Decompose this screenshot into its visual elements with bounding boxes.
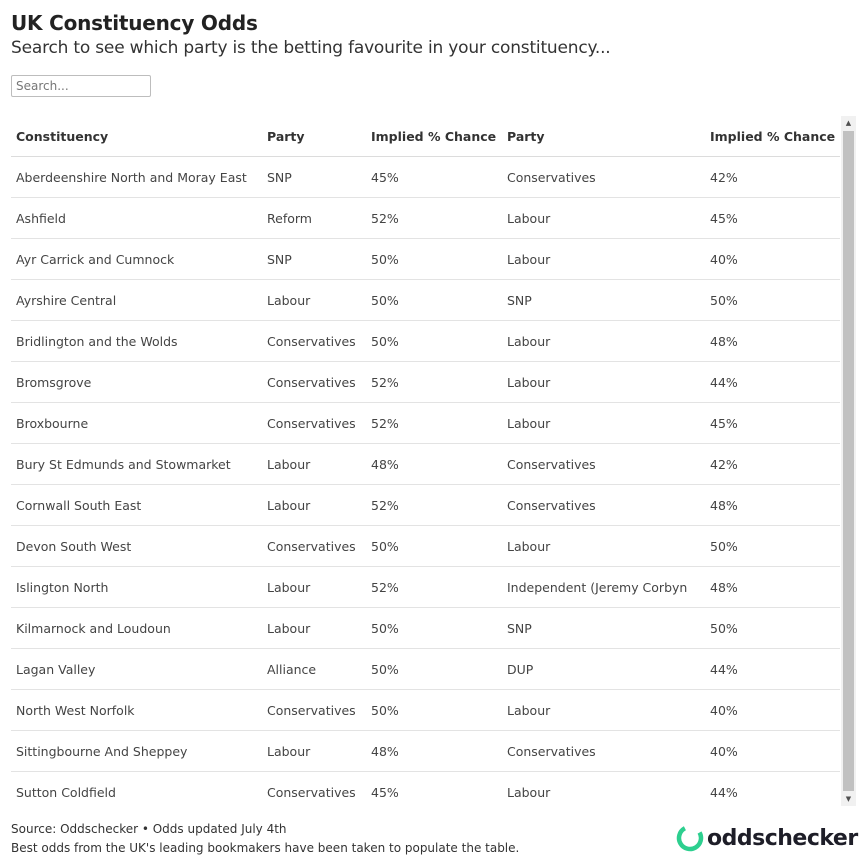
cell-second-party: Independent (Jeremy Corbyn <box>502 567 705 608</box>
cell-constituency: Devon South West <box>11 526 262 567</box>
cell-favourite-chance: 50% <box>366 280 502 321</box>
column-header-favourite-party[interactable]: Party <box>262 116 366 157</box>
cell-second-chance: 40% <box>705 239 840 280</box>
cell-favourite-party: Conservatives <box>262 526 366 567</box>
cell-second-party: SNP <box>502 280 705 321</box>
cell-constituency: Kilmarnock and Loudoun <box>11 608 262 649</box>
table-row <box>11 485 840 526</box>
table-row <box>11 649 840 690</box>
scroll-down-arrow-icon[interactable]: ▼ <box>845 795 852 803</box>
cell-favourite-party: Labour <box>262 485 366 526</box>
cell-favourite-chance: 45% <box>371 784 399 800</box>
table-row <box>11 690 840 731</box>
scroll-up-arrow-icon[interactable]: ▲ <box>845 119 852 127</box>
cell-second-chance: 40% <box>705 731 840 772</box>
cell-second-chance: 50% <box>705 526 840 567</box>
cell-second-party: DUP <box>502 649 705 690</box>
cell-second-party: Labour <box>502 362 705 403</box>
oddschecker-logo <box>676 822 858 854</box>
cell-favourite-party: Labour <box>262 280 366 321</box>
table-row <box>11 157 840 198</box>
table-row <box>11 772 840 807</box>
cell-second-party: Labour <box>502 198 705 239</box>
cell-constituency: Ayr Carrick and Cumnock <box>11 239 262 280</box>
methodology-note: Best odds from the UK's leading bookmakers have been taken to populate the table. <box>11 841 520 855</box>
cell-second-party: Labour <box>502 690 705 731</box>
cell-second-chance: 42% <box>705 157 840 198</box>
cell-favourite-chance: 52% <box>366 485 502 526</box>
cell-second-party: Labour <box>502 321 705 362</box>
table-row <box>11 403 840 444</box>
cell-constituency: Sittingbourne And Sheppey <box>11 731 262 772</box>
cell-favourite-party: Reform <box>262 198 366 239</box>
cell-constituency: Ayrshire Central <box>11 280 262 321</box>
cell-favourite-chance: 52% <box>366 567 502 608</box>
cell-second-chance: 44% <box>705 362 840 403</box>
cell-favourite-party: Labour <box>262 608 366 649</box>
table-row <box>11 198 840 239</box>
cell-second-chance: 42% <box>705 444 840 485</box>
table-row <box>11 731 840 772</box>
table-row <box>11 280 840 321</box>
table-row <box>11 239 840 280</box>
column-header-second-chance[interactable]: Implied % Chance <box>705 116 840 157</box>
cell-constituency: Islington North <box>11 567 262 608</box>
cell-favourite-chance: 48% <box>366 444 502 485</box>
cell-constituency: Lagan Valley <box>11 649 262 690</box>
cell-favourite-chance: 50% <box>366 321 502 362</box>
cell-favourite-party: SNP <box>262 239 366 280</box>
cell-favourite-chance: 52% <box>366 403 502 444</box>
table-row <box>11 444 840 485</box>
cell-second-party: Conservatives <box>502 485 705 526</box>
cell-constituency: Bridlington and the Wolds <box>11 321 262 362</box>
cell-second-party: Labour <box>507 784 551 800</box>
cell-constituency: Sutton Coldfield <box>16 784 116 800</box>
cell-second-party: Labour <box>502 403 705 444</box>
table-row <box>11 567 840 608</box>
cell-second-chance: 48% <box>705 485 840 526</box>
cell-second-party: Conservatives <box>502 731 705 772</box>
cell-second-chance: 45% <box>705 198 840 239</box>
cell-favourite-party: Conservatives <box>267 784 356 800</box>
cell-favourite-party: Alliance <box>262 649 366 690</box>
cell-second-party: Conservatives <box>502 157 705 198</box>
cell-favourite-chance: 52% <box>366 362 502 403</box>
logo-wordmark: oddschecker <box>707 825 858 851</box>
cell-favourite-party: Labour <box>262 444 366 485</box>
cell-constituency: Bury St Edmunds and Stowmarket <box>11 444 262 485</box>
cell-favourite-chance: 50% <box>366 649 502 690</box>
cell-second-chance: 50% <box>705 608 840 649</box>
column-header-favourite-chance[interactable]: Implied % Chance <box>366 116 502 157</box>
source-note: Source: Oddschecker • Odds updated July 4th <box>11 822 287 836</box>
odds-table-container <box>11 116 840 806</box>
table-row <box>11 526 840 567</box>
cell-favourite-party: Labour <box>262 731 366 772</box>
cell-constituency: North West Norfolk <box>11 690 262 731</box>
cell-second-chance: 44% <box>710 784 738 800</box>
table-row <box>11 608 840 649</box>
oddschecker-logo-icon <box>676 824 704 852</box>
cell-favourite-chance: 50% <box>366 239 502 280</box>
cell-second-party: Labour <box>502 526 705 567</box>
cell-second-chance: 50% <box>705 280 840 321</box>
cell-favourite-chance: 50% <box>366 608 502 649</box>
cell-constituency: Broxbourne <box>11 403 262 444</box>
table-header-row <box>11 116 840 157</box>
column-header-second-party[interactable]: Party <box>502 116 705 157</box>
cell-constituency: Bromsgrove <box>11 362 262 403</box>
page-title: UK Constituency Odds <box>11 11 258 35</box>
table-body <box>11 157 840 807</box>
cell-favourite-party: Conservatives <box>262 321 366 362</box>
table-scrollbar[interactable] <box>841 116 856 806</box>
cell-second-chance: 48% <box>705 321 840 362</box>
cell-favourite-party: SNP <box>262 157 366 198</box>
cell-constituency: Aberdeenshire North and Moray East <box>11 157 262 198</box>
column-header-constituency[interactable]: Constituency <box>11 116 262 157</box>
cell-favourite-party: Conservatives <box>262 403 366 444</box>
cell-favourite-party: Conservatives <box>262 362 366 403</box>
search-input[interactable] <box>11 75 151 97</box>
cell-favourite-chance: 45% <box>366 157 502 198</box>
cell-favourite-party: Labour <box>262 567 366 608</box>
cell-second-chance: 40% <box>705 690 840 731</box>
page-subtitle: Search to see which party is the betting favourite in your constituency... <box>11 38 611 58</box>
cell-constituency: Cornwall South East <box>11 485 262 526</box>
cell-constituency: Ashfield <box>11 198 262 239</box>
cell-second-party: SNP <box>502 608 705 649</box>
cell-second-chance: 44% <box>705 649 840 690</box>
cell-second-chance: 45% <box>705 403 840 444</box>
cell-favourite-chance: 50% <box>366 526 502 567</box>
cell-second-party: Conservatives <box>502 444 705 485</box>
cell-second-chance: 48% <box>705 567 840 608</box>
odds-table <box>11 116 840 806</box>
cell-favourite-party: Conservatives <box>262 690 366 731</box>
cell-second-party: Labour <box>502 239 705 280</box>
cell-favourite-chance: 52% <box>366 198 502 239</box>
scrollbar-thumb[interactable] <box>843 131 854 791</box>
cell-favourite-chance: 48% <box>366 731 502 772</box>
cell-favourite-chance: 50% <box>366 690 502 731</box>
table-row <box>11 321 840 362</box>
table-row <box>11 362 840 403</box>
